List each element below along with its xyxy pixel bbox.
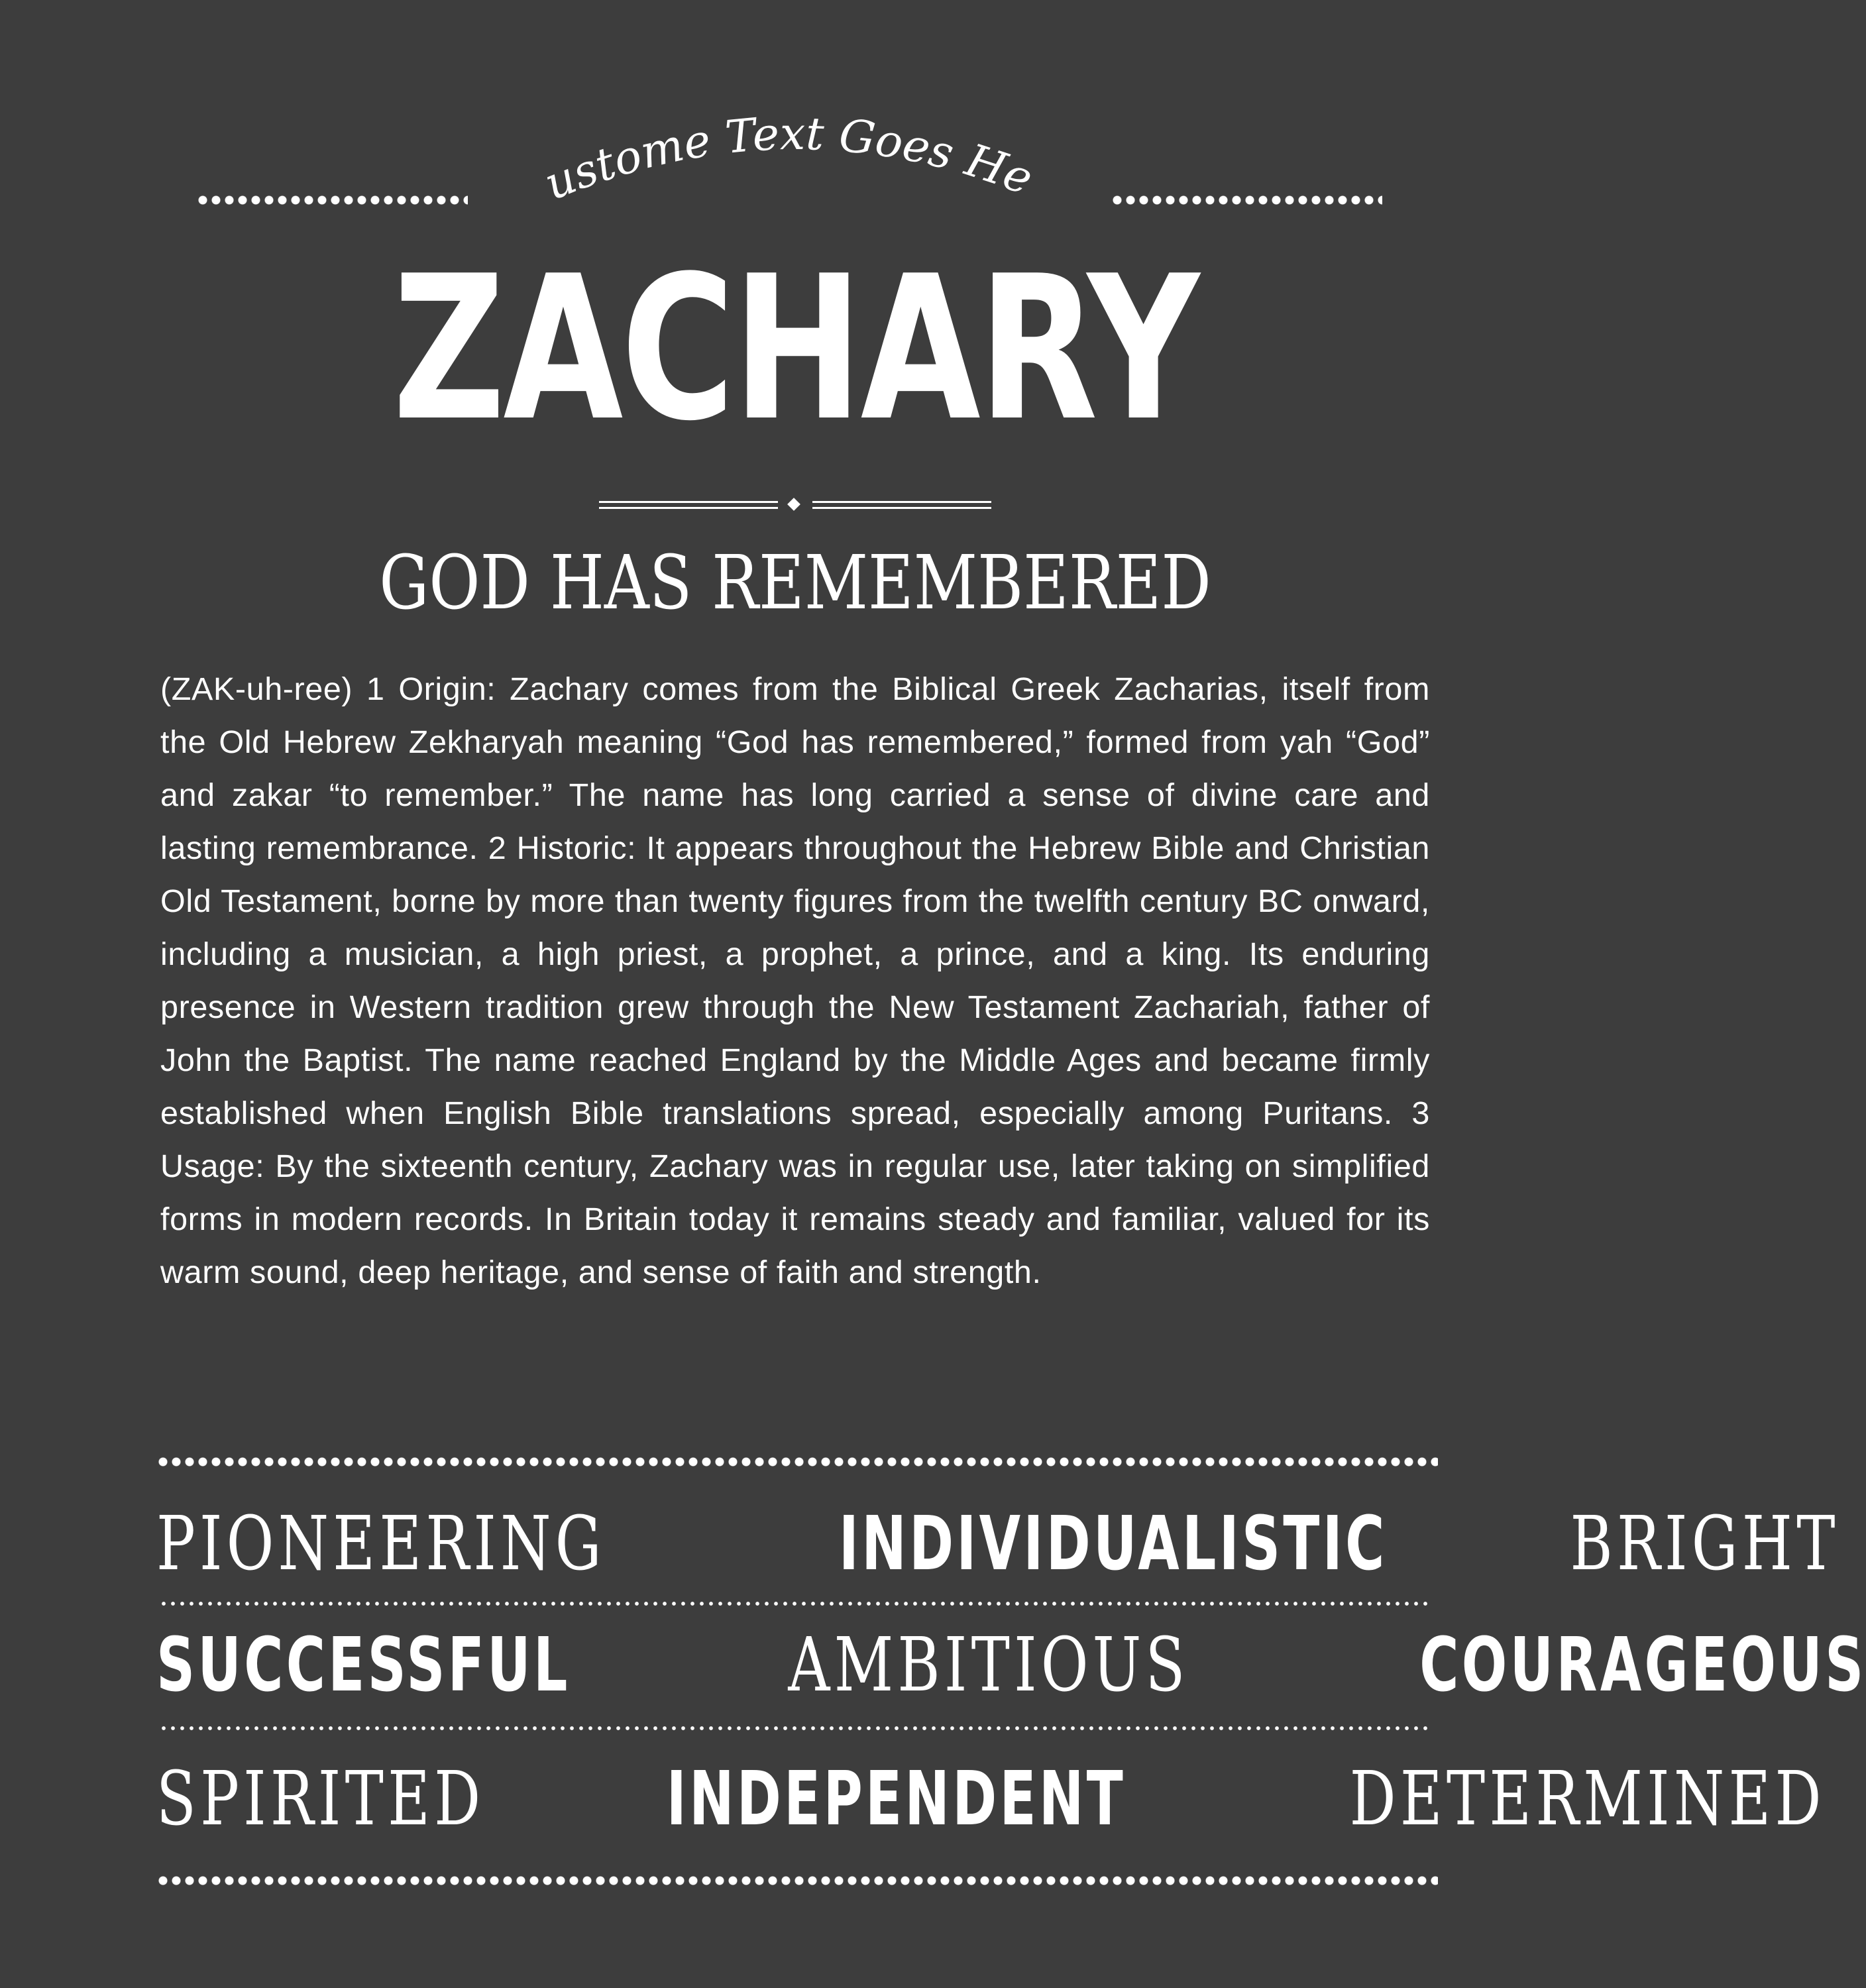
dotted-divider-top-right: [1111, 192, 1382, 208]
trait-word: DETERMINED: [1349, 1756, 1826, 1842]
trait-word: INDIVIDUALISTIC: [838, 1501, 1388, 1587]
dotted-divider-small-2: [159, 1725, 1431, 1732]
script-tagline: [464, 86, 1126, 232]
tagline-text: ustome Text Goes He: [537, 107, 1040, 211]
name-description: (ZAK-uh-ree) 1 Origin: Zachary comes from the Biblical Greek Zacharias, itself from the Old Hebrew Zekharyah meaning “God has remembered,” formed from yah “God” and zakar “to remember.” The name has long carried a sense of divine care and lasting remembrance. 2 Historic: It appears throughout the Hebrew Bible and Christian Old Testament, borne by more than twenty figures from the twelfth century BC onward, including a musician, a high priest, a prophet, a prince, and a king. Its enduring presence in Western tradition grew through the New Testament Zachariah, father of John the Baptist. The name reached England by the Middle Ages and became firmly established when English Bible translations spread, especially among Puritans. 3 Usage: By the sixteenth century, Zachary was in regular use, later taking on simplified forms in modern records. In Britain today it remains steady and familiar, valued for its warm sound, deep heritage, and sense of faith and strength.: [160, 671, 1430, 1290]
trait-word: SPIRITED: [156, 1756, 485, 1842]
ornament-divider: [599, 498, 991, 516]
trait-word: BRIGHT: [1570, 1501, 1839, 1587]
name-meaning: GOD HAS REMEMBERED: [379, 540, 1211, 626]
ornament-line-left: [599, 501, 778, 509]
trait-row-2: [156, 1622, 1866, 1708]
dotted-divider-traits-top: [156, 1454, 1438, 1470]
trait-word: SUCCESSFUL: [156, 1622, 571, 1708]
ornament-line-right: [812, 501, 991, 509]
trait-word: PIONEERING: [156, 1501, 606, 1587]
svg-text:Custome Text Goes Here: [464, 86, 1040, 211]
trait-word: AMBITIOUS: [787, 1622, 1189, 1708]
dotted-divider-small-1: [159, 1600, 1431, 1607]
name-title: ZACHARY: [392, 233, 1198, 465]
diamond-icon: [787, 498, 800, 511]
dotted-divider-traits-bottom: [156, 1873, 1438, 1889]
trait-word: INDEPENDENT: [666, 1756, 1126, 1842]
trait-row-1: [156, 1501, 1839, 1587]
trait-word: COURAGEOUS: [1419, 1622, 1866, 1708]
dotted-divider-top-left: [196, 192, 468, 208]
trait-row-3: [156, 1756, 1826, 1842]
